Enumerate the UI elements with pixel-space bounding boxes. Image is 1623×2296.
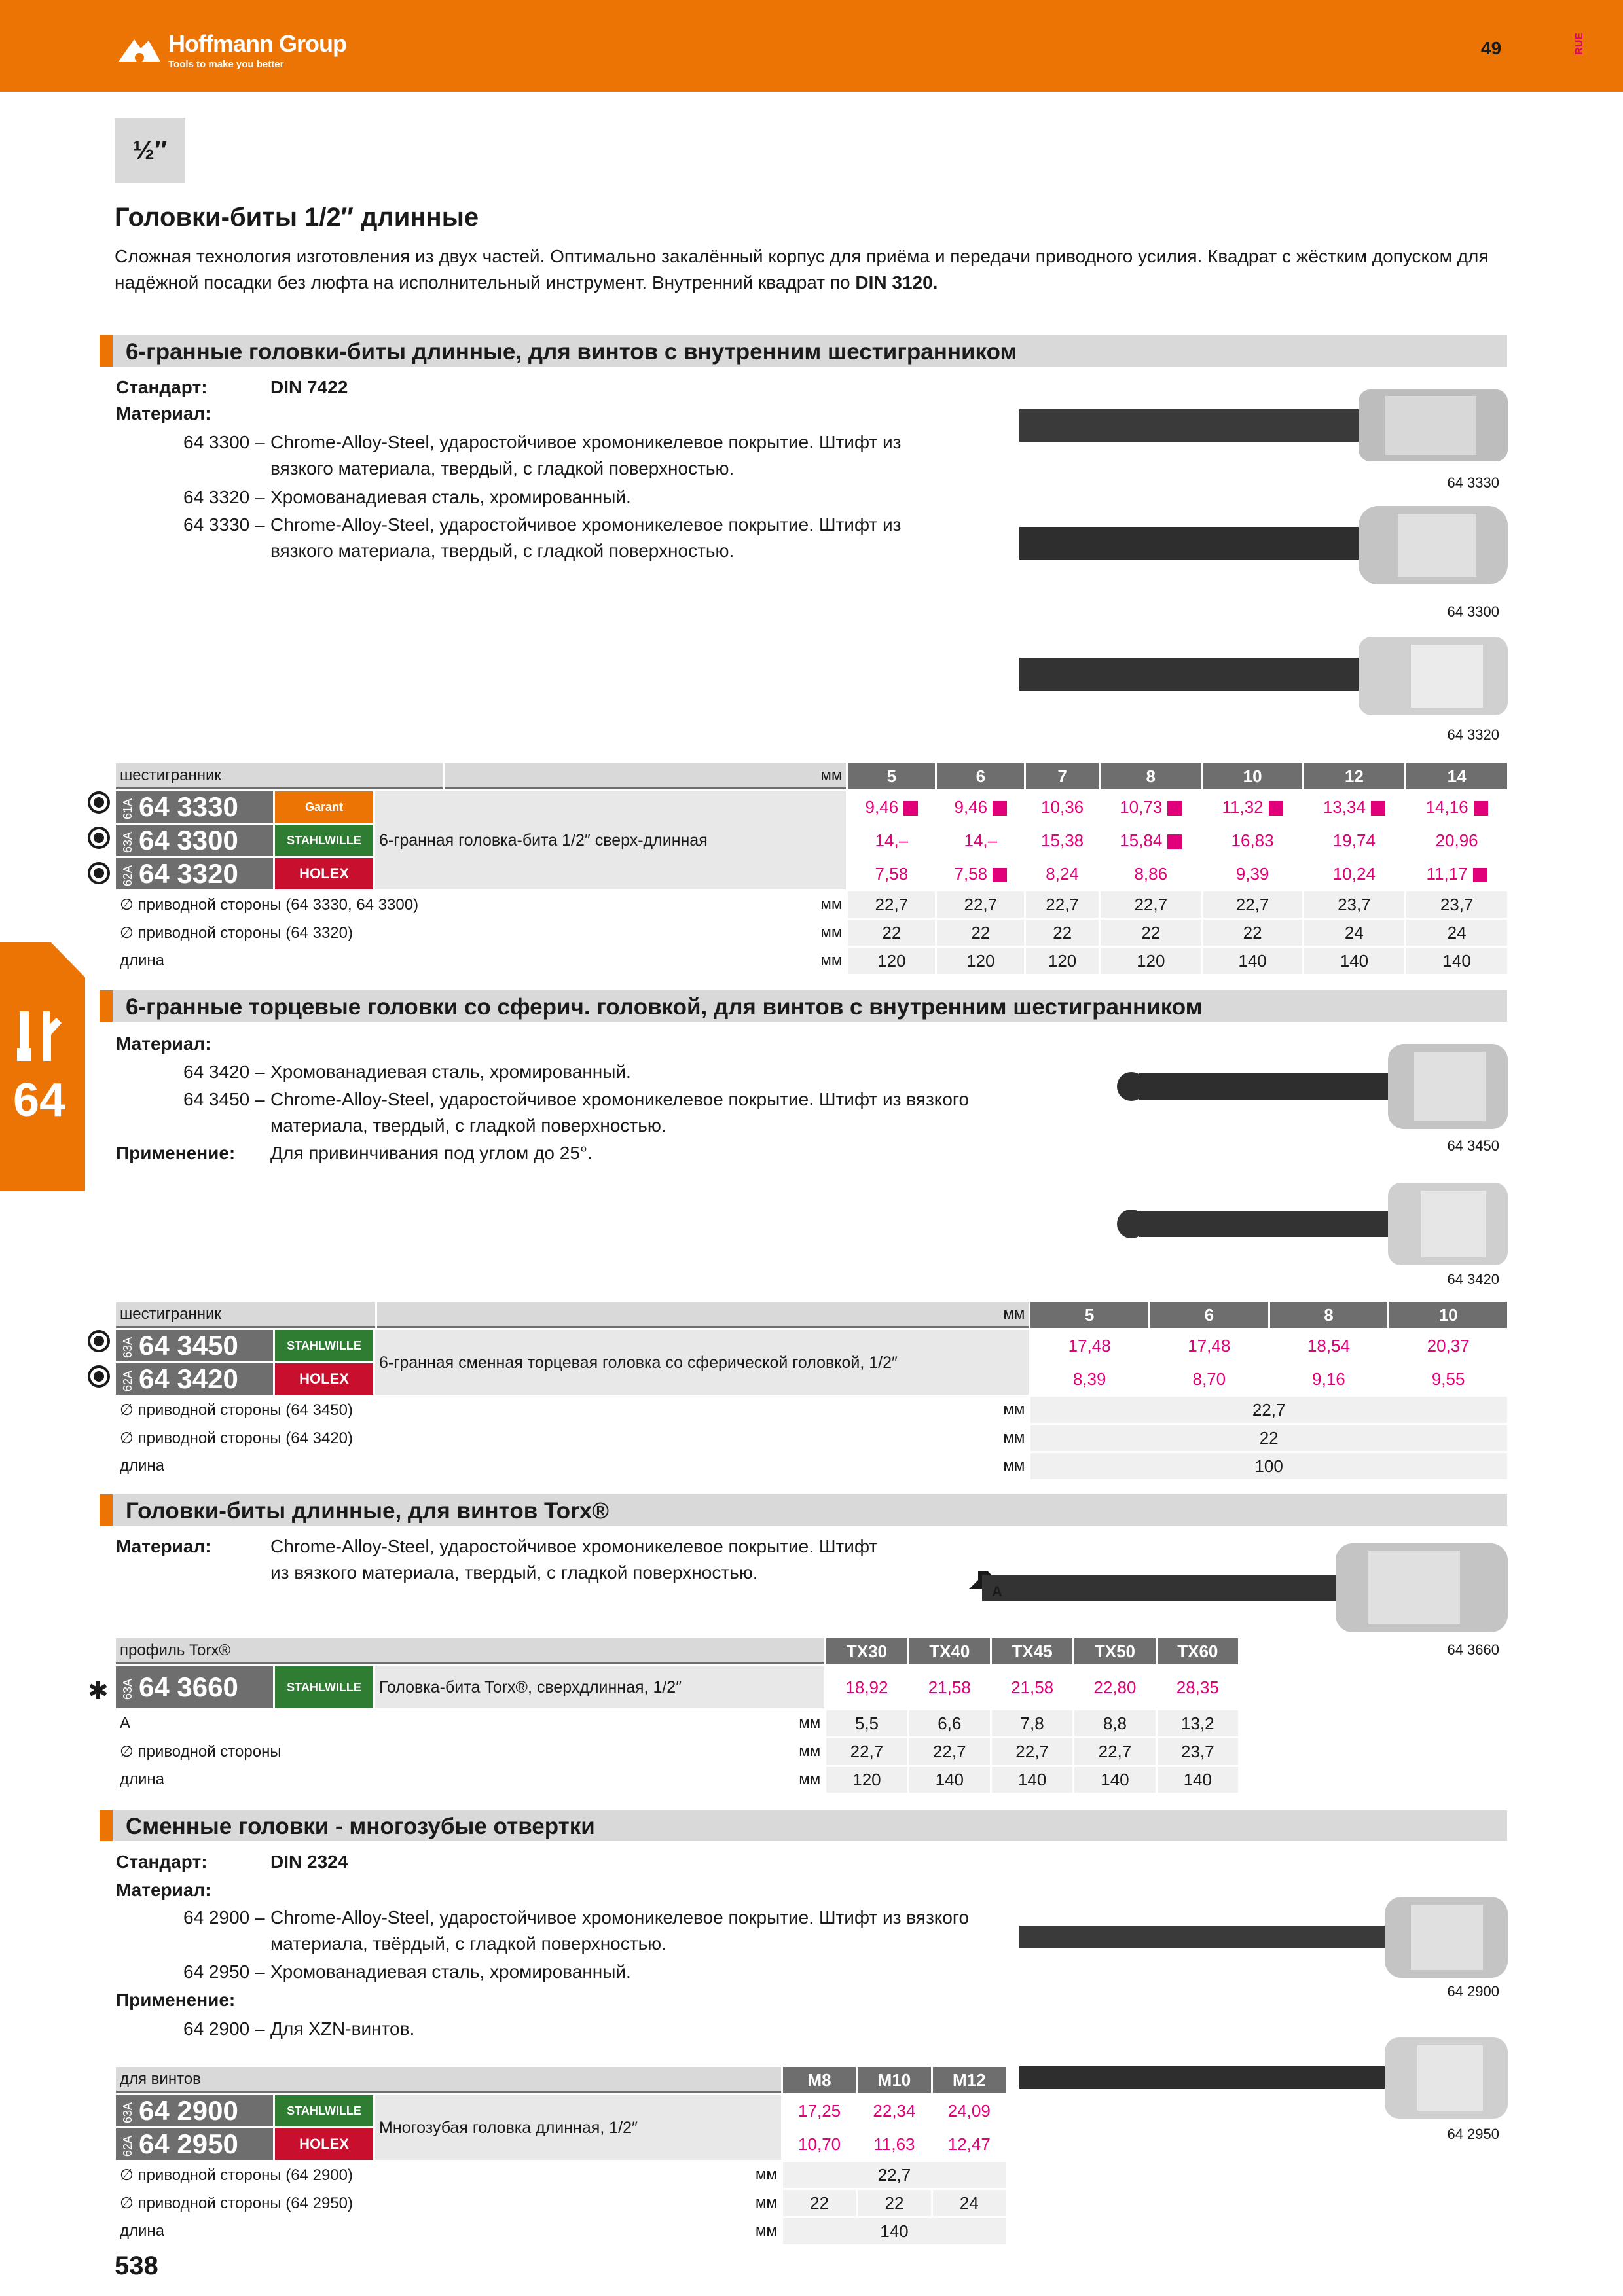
application-text: Для XZN-винтов. bbox=[270, 2018, 415, 2039]
spec-value: 22 bbox=[937, 920, 1024, 946]
price-cell[interactable]: 14,– bbox=[937, 825, 1024, 856]
size-header: M10 bbox=[858, 2067, 930, 2093]
spec-label: ∅ приводной стороны (64 3450) bbox=[120, 1401, 353, 1419]
spec-row bbox=[116, 2190, 1006, 2216]
price-cell[interactable]: 19,74 bbox=[1304, 825, 1405, 856]
article-code[interactable] bbox=[116, 1330, 273, 1361]
material-text: вязкого материала, твердый, с гладкой поверхностью. bbox=[270, 541, 735, 561]
page-number: 538 bbox=[115, 2251, 158, 2280]
article-number: 64 3330 bbox=[139, 791, 238, 822]
standard-value: DIN 2324 bbox=[270, 1852, 348, 1872]
article-code[interactable] bbox=[116, 2128, 273, 2160]
material-code: 64 3420 – bbox=[183, 1062, 265, 1082]
spec-value: 120 bbox=[937, 948, 1024, 974]
catalog-ref: 63A bbox=[121, 1336, 134, 1358]
price-cell[interactable]: 17,48 bbox=[1030, 1330, 1148, 1361]
column-label: профиль Torx® bbox=[116, 1638, 824, 1664]
section-4-title: Сменные головки - многозубые отвертки bbox=[126, 1814, 595, 1839]
section-4-heading bbox=[100, 1810, 1507, 1841]
price-cell[interactable] bbox=[1026, 791, 1099, 823]
dimension-a-label: A bbox=[992, 1583, 1002, 1600]
socket-bit-image bbox=[1018, 632, 1509, 723]
size-header: 5 bbox=[848, 763, 935, 789]
price-cell[interactable]: 17,25 bbox=[783, 2095, 856, 2126]
price: 10,73 bbox=[1120, 797, 1163, 817]
spec-value: 24 bbox=[1406, 920, 1507, 946]
brand-logo-holex: HOLEX bbox=[275, 1363, 373, 1395]
price: 15,84 bbox=[1120, 830, 1163, 850]
article-number: 64 3420 bbox=[139, 1363, 238, 1394]
spec-label: ∅ приводной стороны (64 2950) bbox=[120, 2194, 353, 2212]
article-code[interactable] bbox=[116, 791, 273, 823]
spec-label: A bbox=[120, 1714, 131, 1732]
article-number: 64 2900 bbox=[139, 2095, 238, 2126]
spec-unit: мм bbox=[799, 1742, 821, 1760]
size-header: M8 bbox=[783, 2067, 856, 2093]
article-number: 64 3450 bbox=[139, 1330, 238, 1361]
price-cell[interactable] bbox=[1101, 825, 1201, 856]
size-header: 12 bbox=[1304, 763, 1405, 789]
spec-unit: мм bbox=[820, 924, 843, 941]
brand-logo-stahlwille: STAHLWILLE bbox=[275, 1330, 373, 1361]
image-label: 64 2950 bbox=[1447, 2126, 1499, 2142]
price: 9,46 bbox=[954, 797, 988, 817]
chapter-tab[interactable] bbox=[0, 942, 85, 1191]
material-code: 64 3450 – bbox=[183, 1089, 265, 1109]
price-cell[interactable]: 10,70 bbox=[783, 2128, 856, 2160]
stock-marker-icon bbox=[1269, 801, 1283, 816]
spec-value: 24 bbox=[933, 2190, 1006, 2216]
material-text: Chrome-Alloy-Steel, ударостойчивое хромоникелевое покрытие. Штифт bbox=[270, 1536, 878, 1556]
table-header-row bbox=[116, 1638, 1238, 1664]
price-cell[interactable] bbox=[1406, 791, 1507, 823]
size-header: 5 bbox=[1030, 1302, 1148, 1328]
price-cell[interactable]: 7,58 bbox=[848, 858, 935, 889]
spec-unit: мм bbox=[799, 1770, 821, 1788]
intro-din: DIN 3120. bbox=[855, 272, 938, 293]
spec-unit: мм bbox=[820, 895, 843, 913]
spec-value: 140 bbox=[1406, 948, 1507, 974]
price-cell[interactable]: 11,63 bbox=[858, 2128, 930, 2160]
table-row[interactable] bbox=[116, 1330, 1507, 1361]
section-2-heading bbox=[100, 990, 1507, 1022]
section-1-heading bbox=[100, 335, 1507, 367]
spec-row bbox=[116, 948, 1507, 974]
price-cell[interactable] bbox=[1406, 858, 1507, 889]
spec-label: длина bbox=[120, 1457, 165, 1475]
spec-value: 22,7 bbox=[992, 1738, 1072, 1765]
ball-socket-image bbox=[1113, 1175, 1509, 1273]
product-description: Многозубая головка длинная, 1/2″ bbox=[375, 2095, 781, 2160]
material-code: 64 3330 – bbox=[183, 514, 265, 535]
price: 7,58 bbox=[954, 863, 988, 884]
spec-value: 140 bbox=[909, 1767, 990, 1793]
size-header: TX50 bbox=[1074, 1638, 1155, 1664]
spec-value: 22,7 bbox=[1203, 891, 1302, 918]
spec-unit: мм bbox=[820, 952, 843, 969]
size-header: TX60 bbox=[1158, 1638, 1238, 1664]
column-label: шестигранник bbox=[116, 763, 443, 789]
size-header: 8 bbox=[1270, 1302, 1388, 1328]
catalog-ref: 63A bbox=[121, 2102, 134, 2123]
catalog-ref: 62A bbox=[121, 2135, 134, 2157]
article-code[interactable] bbox=[116, 825, 273, 856]
image-label: 64 3450 bbox=[1447, 1138, 1499, 1154]
application-label: Применение: bbox=[116, 1143, 236, 1163]
brand-logo-stahlwille: STAHLWILLE bbox=[275, 2095, 373, 2126]
price-cell[interactable]: 9,39 bbox=[1203, 858, 1302, 889]
spec-value: 23,7 bbox=[1304, 891, 1405, 918]
material-text: Хромованадиевая сталь, хромированный. bbox=[270, 487, 631, 507]
price-table-4 bbox=[114, 2065, 1008, 2246]
price-cell[interactable]: 10,24 bbox=[1304, 858, 1405, 889]
price: 11,17 bbox=[1426, 863, 1468, 884]
intro-text bbox=[115, 243, 1496, 296]
material-text: материала, твёрдый, с гладкой поверхностью. bbox=[270, 1933, 666, 1954]
spec-value: 120 bbox=[826, 1767, 907, 1793]
price-table-1 bbox=[114, 761, 1509, 976]
article-number: 64 2950 bbox=[139, 2128, 238, 2159]
material-text: Хромованадиевая сталь, хромированный. bbox=[270, 1062, 631, 1082]
hex-symbol-icon bbox=[88, 862, 110, 884]
spec-row bbox=[116, 1397, 1507, 1423]
spec-label: ∅ приводной стороны (64 3320) bbox=[120, 924, 353, 942]
price: 13,34 bbox=[1322, 797, 1366, 817]
size-header: 10 bbox=[1203, 763, 1302, 789]
spec-value: 140 bbox=[1074, 1767, 1155, 1793]
spec-label: длина bbox=[120, 1770, 165, 1788]
size-header: 7 bbox=[1026, 763, 1099, 789]
material-code: 64 2900 – bbox=[183, 1907, 265, 1928]
image-label: 64 3300 bbox=[1447, 603, 1499, 620]
spline-bit-image bbox=[1018, 2032, 1509, 2124]
logo-icon bbox=[115, 35, 164, 65]
article-code[interactable] bbox=[116, 1363, 273, 1395]
material-text: вязкого материала, твердый, с гладкой поверхностью. bbox=[270, 458, 735, 478]
size-badge: ½″ bbox=[115, 118, 185, 183]
material-text: Chrome-Alloy-Steel, ударостойчивое хромоникелевое покрытие. Штифт из вязкого bbox=[270, 1907, 970, 1928]
price-table-2 bbox=[114, 1300, 1509, 1481]
price-cell[interactable]: 22,80 bbox=[1074, 1666, 1155, 1708]
chapter-number: 64 bbox=[13, 1074, 66, 1126]
price-cell[interactable] bbox=[1304, 791, 1405, 823]
spec-value: 22,7 bbox=[1026, 891, 1099, 918]
spec-value: 22,7 bbox=[937, 891, 1024, 918]
size-header: TX45 bbox=[992, 1638, 1072, 1664]
table-header-row bbox=[116, 1302, 1507, 1328]
spec-unit: мм bbox=[1003, 1401, 1025, 1418]
article-number: 64 3660 bbox=[139, 1672, 238, 1702]
socket-bit-image bbox=[1018, 501, 1509, 592]
hex-symbol-icon bbox=[88, 791, 110, 814]
size-header: 8 bbox=[1101, 763, 1201, 789]
material-text: из вязкого материала, твердый, с гладкой поверхностью. bbox=[270, 1562, 758, 1583]
standard-value: DIN 7422 bbox=[270, 377, 348, 397]
spec-value: 22 bbox=[1203, 920, 1302, 946]
spec-value: 22,7 bbox=[1074, 1738, 1155, 1765]
column-label: шестигранник bbox=[116, 1302, 375, 1328]
brand-logo-holex: HOLEX bbox=[275, 2128, 373, 2160]
spec-unit: мм bbox=[1003, 1429, 1025, 1446]
product-description: Головка-бита Torx®, сверхдлинная, 1/2″ bbox=[375, 1666, 824, 1708]
spec-value: 120 bbox=[1026, 948, 1099, 974]
image-label: 64 3320 bbox=[1447, 726, 1499, 743]
spec-value: 22 bbox=[1101, 920, 1201, 946]
brand-logo-garant: Garant bbox=[275, 791, 373, 823]
image-label: 64 3420 bbox=[1447, 1271, 1499, 1287]
price-cell[interactable]: 28,35 bbox=[1158, 1666, 1238, 1708]
hoffmann-logo[interactable] bbox=[115, 30, 346, 70]
stock-marker-icon bbox=[1167, 834, 1182, 849]
application-text: Для привинчивания под углом до 25°. bbox=[270, 1143, 593, 1163]
product-description: 6-гранная сменная торцевая головка со сферической головкой, 1/2″ bbox=[375, 1330, 1029, 1395]
price-cell[interactable] bbox=[937, 858, 1024, 889]
spec-value: 22,7 bbox=[1101, 891, 1201, 918]
stock-marker-icon bbox=[903, 801, 918, 816]
spec-value: 24 bbox=[1304, 920, 1405, 946]
article-code[interactable] bbox=[116, 2095, 273, 2126]
spec-label: ∅ приводной стороны (64 3420) bbox=[120, 1429, 353, 1447]
spec-row bbox=[116, 1425, 1507, 1451]
spec-unit: мм bbox=[755, 2222, 777, 2240]
spec-value: 6,6 bbox=[909, 1710, 990, 1736]
catalog-ref: 61A bbox=[121, 798, 134, 819]
spec-value: 8,8 bbox=[1074, 1710, 1155, 1736]
price-cell[interactable]: 12,47 bbox=[933, 2128, 1006, 2160]
price: 14,16 bbox=[1425, 797, 1468, 817]
column-label: для винтов bbox=[116, 2067, 781, 2093]
intro-body: Сложная технология изготовления из двух частей. Оптимально закалённый корпус для приёма и передачи приводного усилия. Квадрат с жёстким допуском для надёжной посадки без люфта на исполнительный инструмент. Внутренний квадрат по bbox=[115, 246, 1489, 293]
page-number-top: 49 bbox=[1481, 38, 1502, 58]
application-label: Применение: bbox=[116, 1990, 236, 2010]
spec-value: 22,7 bbox=[848, 891, 935, 918]
spec-value: 140 bbox=[783, 2218, 1006, 2244]
spec-value: 22 bbox=[858, 2190, 930, 2216]
article-code[interactable] bbox=[116, 1666, 273, 1708]
price-table-3 bbox=[114, 1636, 1240, 1795]
spec-value: 13,2 bbox=[1158, 1710, 1238, 1736]
stock-marker-icon bbox=[1371, 801, 1385, 816]
spec-value: 7,8 bbox=[992, 1710, 1072, 1736]
torx-symbol-icon: ✱ bbox=[88, 1677, 109, 1705]
spec-value: 120 bbox=[1101, 948, 1201, 974]
image-label: 64 2900 bbox=[1447, 1983, 1499, 2000]
spec-row bbox=[116, 891, 1507, 918]
size-header: 10 bbox=[1389, 1302, 1507, 1328]
spec-value: 22,7 bbox=[1030, 1397, 1507, 1423]
standard-label: Стандарт: bbox=[116, 1852, 208, 1872]
spec-row bbox=[116, 1738, 1238, 1765]
size-header: 14 bbox=[1406, 763, 1507, 789]
material-code: 64 3300 – bbox=[183, 432, 265, 452]
material-code: 64 3320 – bbox=[183, 487, 265, 507]
stock-marker-icon bbox=[1167, 801, 1182, 816]
catalog-ref: 63A bbox=[121, 831, 134, 853]
material-text: Хромованадиевая сталь, хромированный. bbox=[270, 1962, 631, 1982]
catalog-ref: 62A bbox=[121, 1370, 134, 1391]
spec-value: 120 bbox=[848, 948, 935, 974]
price-cell[interactable]: 17,48 bbox=[1150, 1330, 1268, 1361]
spec-value: 140 bbox=[992, 1767, 1072, 1793]
spec-value: 140 bbox=[1158, 1767, 1238, 1793]
spec-label: длина bbox=[120, 2222, 165, 2240]
spec-row bbox=[116, 1453, 1507, 1479]
stock-marker-icon bbox=[1474, 801, 1488, 816]
price-cell[interactable]: 18,54 bbox=[1270, 1330, 1388, 1361]
image-label: 64 3330 bbox=[1447, 475, 1499, 491]
spec-row bbox=[116, 920, 1507, 946]
table-row[interactable] bbox=[116, 791, 1507, 823]
torx-bit-image bbox=[962, 1538, 1509, 1636]
spec-row bbox=[116, 2218, 1006, 2244]
table-row[interactable] bbox=[116, 2095, 1006, 2126]
price-cell[interactable]: 8,70 bbox=[1150, 1363, 1268, 1395]
price: 10,36 bbox=[1041, 797, 1084, 817]
section-1-title: 6-гранные головки-биты длинные, для винтов с внутренним шестигранником bbox=[126, 339, 1017, 365]
spec-unit: мм bbox=[755, 2194, 777, 2212]
table-row[interactable] bbox=[116, 1666, 1238, 1708]
price-cell[interactable] bbox=[1101, 791, 1201, 823]
price-cell[interactable]: 8,86 bbox=[1101, 858, 1201, 889]
spec-value: 22,7 bbox=[826, 1738, 907, 1765]
price-cell[interactable]: 8,39 bbox=[1030, 1363, 1148, 1395]
spec-row bbox=[116, 1710, 1238, 1736]
wrench-screwdriver-icon bbox=[14, 1005, 67, 1064]
spec-value: 22 bbox=[783, 2190, 856, 2216]
spec-label: ∅ приводной стороны (64 3330, 64 3300) bbox=[120, 895, 419, 914]
material-text: Chrome-Alloy-Steel, ударостойчивое хромоникелевое покрытие. Штифт из bbox=[270, 432, 902, 452]
price: 11,32 bbox=[1222, 797, 1264, 817]
spec-label: ∅ приводной стороны bbox=[120, 1742, 282, 1761]
spec-value: 22,7 bbox=[909, 1738, 990, 1765]
socket-bit-image bbox=[1018, 383, 1509, 475]
material-label: Материал: bbox=[116, 403, 211, 423]
spec-row bbox=[116, 1767, 1238, 1793]
price-cell[interactable]: 16,83 bbox=[1203, 825, 1302, 856]
unit-label: мм bbox=[445, 763, 846, 789]
logo-tagline: Tools to make you better bbox=[168, 59, 284, 70]
price-cell[interactable]: 22,34 bbox=[858, 2095, 930, 2126]
price: 9,46 bbox=[865, 797, 899, 817]
spec-value: 22 bbox=[848, 920, 935, 946]
image-label: 64 3660 bbox=[1447, 1641, 1499, 1658]
price-cell[interactable] bbox=[937, 791, 1024, 823]
spline-bit-image bbox=[1018, 1892, 1509, 1983]
catalog-ref: 62A bbox=[121, 865, 134, 886]
table-header-row bbox=[116, 2067, 1006, 2093]
logo-name: Hoffmann Group bbox=[168, 30, 346, 57]
price-cell[interactable]: 14,– bbox=[848, 825, 935, 856]
language-code: RUE bbox=[1574, 33, 1585, 55]
brand-logo-stahlwille: STAHLWILLE bbox=[275, 1666, 373, 1708]
catalog-ref: 63A bbox=[121, 1678, 134, 1700]
brand-logo-holex: HOLEX bbox=[275, 858, 373, 889]
price-cell[interactable]: 21,58 bbox=[992, 1666, 1072, 1708]
price-cell[interactable] bbox=[1203, 791, 1302, 823]
stock-marker-icon bbox=[993, 868, 1007, 882]
spec-row bbox=[116, 2162, 1006, 2188]
material-code: 64 2950 – bbox=[183, 1962, 265, 1982]
standard-label: Стандарт: bbox=[116, 377, 208, 397]
price-cell[interactable]: 18,92 bbox=[826, 1666, 907, 1708]
hex-symbol-icon bbox=[88, 1365, 110, 1388]
size-header: TX40 bbox=[909, 1638, 990, 1664]
article-number: 64 3300 bbox=[139, 825, 238, 855]
spec-value: 140 bbox=[1203, 948, 1302, 974]
hex-symbol-icon bbox=[88, 827, 110, 849]
size-header: TX30 bbox=[826, 1638, 907, 1664]
size-header: 6 bbox=[1150, 1302, 1268, 1328]
price-cell[interactable]: 8,24 bbox=[1026, 858, 1099, 889]
section-3-heading bbox=[100, 1494, 1507, 1526]
material-text: Chrome-Alloy-Steel, ударостойчивое хромоникелевое покрытие. Штифт из bbox=[270, 514, 902, 535]
material-label: Материал: bbox=[116, 1880, 211, 1900]
table-header-row bbox=[116, 763, 1507, 789]
spec-value: 22 bbox=[1026, 920, 1099, 946]
material-label: Материал: bbox=[116, 1033, 211, 1054]
stock-marker-icon bbox=[1473, 868, 1487, 882]
stock-marker-icon bbox=[993, 801, 1007, 816]
spec-value: 100 bbox=[1030, 1453, 1507, 1479]
size-header: 6 bbox=[937, 763, 1024, 789]
price-cell[interactable]: 9,55 bbox=[1389, 1363, 1507, 1395]
material-text: Chrome-Alloy-Steel, ударостойчивое хромоникелевое покрытие. Штифт из вязкого bbox=[270, 1089, 970, 1109]
size-header: M12 bbox=[933, 2067, 1006, 2093]
unit-label: мм bbox=[377, 1302, 1029, 1328]
price-cell[interactable]: 20,96 bbox=[1406, 825, 1507, 856]
material-text: материала, твердый, с гладкой поверхностью. bbox=[270, 1115, 666, 1136]
material-label: Материал: bbox=[116, 1536, 211, 1556]
spec-value: 23,7 bbox=[1406, 891, 1507, 918]
price-cell[interactable]: 24,09 bbox=[933, 2095, 1006, 2126]
price-cell[interactable]: 21,58 bbox=[909, 1666, 990, 1708]
spec-value: 22 bbox=[1030, 1425, 1507, 1451]
page-title: Головки-биты 1/2″ длинные bbox=[115, 203, 479, 232]
section-3-title: Головки-биты длинные, для винтов Torx® bbox=[126, 1498, 610, 1524]
article-code[interactable] bbox=[116, 858, 273, 889]
spec-label: длина bbox=[120, 952, 165, 969]
application-code: 64 2900 – bbox=[183, 2018, 265, 2039]
spec-value: 22,7 bbox=[783, 2162, 1006, 2188]
spec-unit: мм bbox=[799, 1714, 821, 1732]
spec-value: 140 bbox=[1304, 948, 1405, 974]
spec-value: 5,5 bbox=[826, 1710, 907, 1736]
price-cell[interactable] bbox=[848, 791, 935, 823]
price-cell[interactable]: 9,16 bbox=[1270, 1363, 1388, 1395]
spec-unit: мм bbox=[755, 2166, 777, 2183]
brand-logo-stahlwille: STAHLWILLE bbox=[275, 825, 373, 856]
price-cell[interactable]: 20,37 bbox=[1389, 1330, 1507, 1361]
price-cell[interactable]: 15,38 bbox=[1026, 825, 1099, 856]
section-2-title: 6-гранные торцевые головки со сферич. головкой, для винтов с внутренним шестигранником bbox=[126, 994, 1203, 1020]
article-number: 64 3320 bbox=[139, 858, 238, 889]
spec-value: 23,7 bbox=[1158, 1738, 1238, 1765]
spec-label: ∅ приводной стороны (64 2900) bbox=[120, 2166, 353, 2184]
product-description: 6-гранная головка-бита 1/2″ сверх-длинная bbox=[375, 791, 846, 889]
spec-unit: мм bbox=[1003, 1457, 1025, 1475]
ball-socket-image bbox=[1113, 1037, 1509, 1136]
hex-symbol-icon bbox=[88, 1330, 110, 1352]
